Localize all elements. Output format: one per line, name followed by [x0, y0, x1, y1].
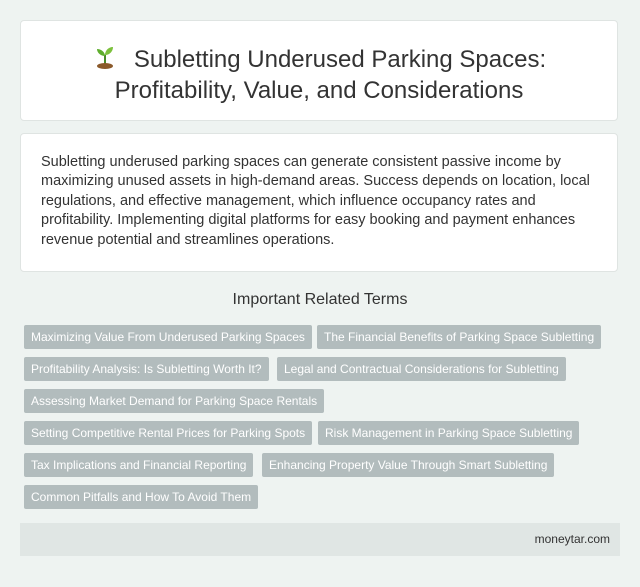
related-term-tag[interactable]: Setting Competitive Rental Prices for Parking Spots	[24, 421, 312, 445]
related-term-tag[interactable]: Tax Implications and Financial Reporting	[24, 453, 253, 477]
related-term-tag[interactable]: Common Pitfalls and How To Avoid Them	[24, 485, 258, 509]
footer-site-link[interactable]: moneytar.com	[534, 532, 610, 546]
related-term-tag[interactable]: Legal and Contractual Considerations for Subletting	[277, 357, 566, 381]
page-title-text: Subletting Underused Parking Spaces: Profitability, Value, and Considerations	[114, 46, 547, 104]
page-title	[21, 21, 617, 106]
related-term-tag[interactable]: Maximizing Value From Underused Parking Spaces	[24, 325, 312, 349]
related-term-tag[interactable]: Enhancing Property Value Through Smart Subletting	[262, 453, 554, 477]
related-term-tag[interactable]: Risk Management in Parking Space Subletting	[318, 421, 579, 445]
related-term-tag[interactable]: Profitability Analysis: Is Subletting Worth It?	[24, 357, 269, 381]
related-term-tag[interactable]: The Financial Benefits of Parking Space Subletting	[317, 325, 601, 349]
summary-card	[20, 133, 618, 272]
footer	[20, 523, 620, 556]
sprout-icon	[92, 44, 118, 70]
summary-text: Subletting underused parking spaces can generate consistent passive income by maximizing unused assets in high-demand areas. Success depends on location, local regulations, and effective management, which influence occupancy rates and profitability. Implementing digital platforms for easy booking and payment enhances revenue potential and streamlines operations.	[41, 154, 590, 248]
related-term-tag[interactable]: Assessing Market Demand for Parking Space Rentals	[24, 389, 324, 413]
related-terms-heading: Important Related Terms	[232, 291, 408, 308]
title-card	[20, 20, 618, 121]
